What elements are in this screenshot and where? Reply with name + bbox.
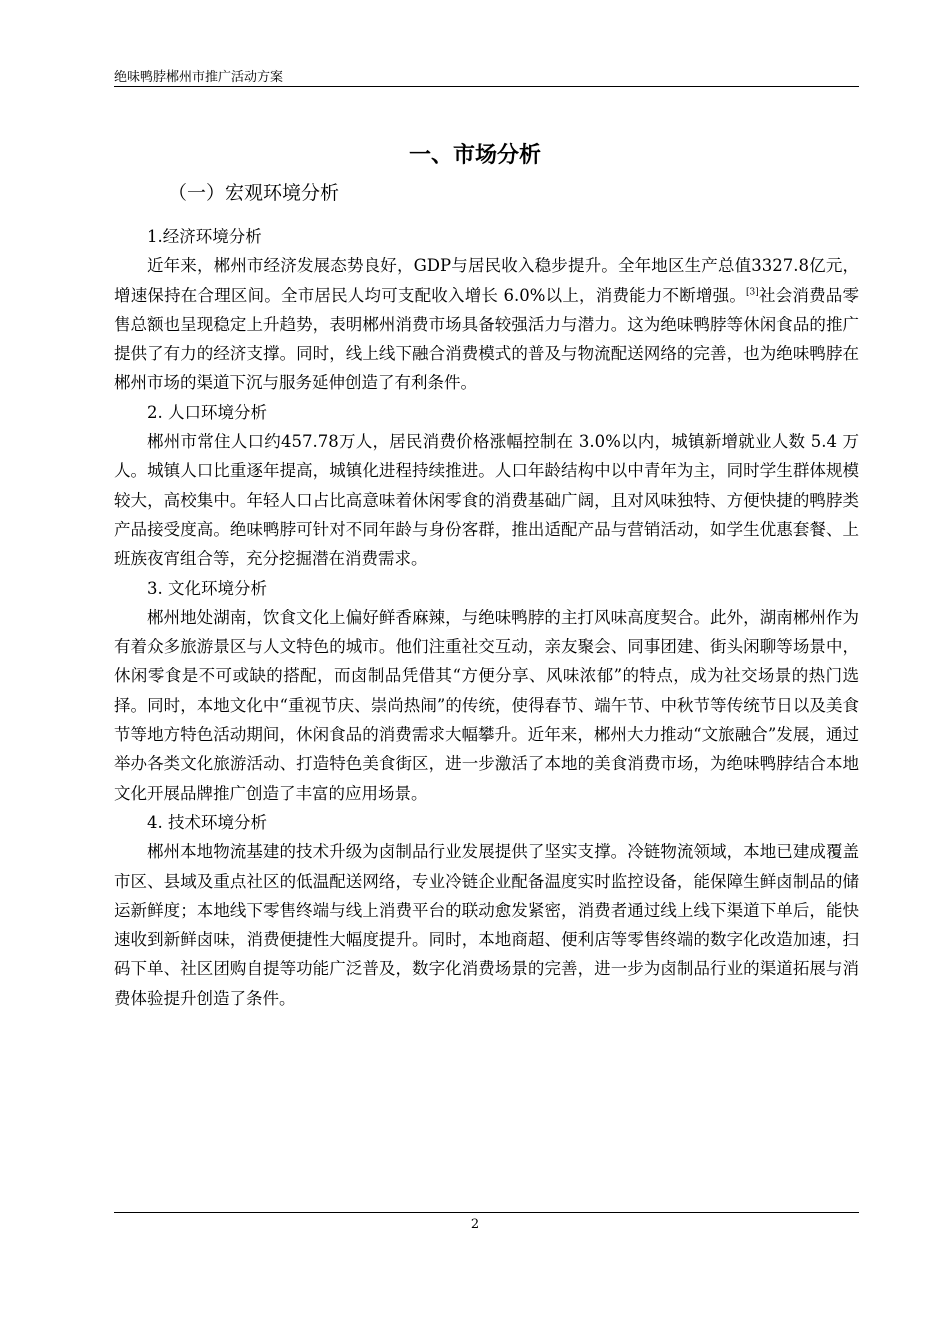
paragraph-culture: 郴州地处湖南，饮食文化上偏好鲜香麻辣，与绝味鸭脖的主打风味高度契合。此外，湖南郴州作为有着众多旅游景区与人文特色的城市。他们注重社交互动，亲友聚会、同事团建、街头闲聊等场景中，休闲零食是不可或缺的搭配，而卤制品凭借其“方便分享、风味浓郁”的特点，成为社交场景的热门选择。同时，本地文化中“重视节庆、崇尚热闹”的传统，使得春节、端午节、中秋节等传统节日以及美食节等地方特色活动期间，休闲食品的消费需求大幅攀升。近年来，郴州大力推动“文旅融合”发展，通过举办各类文化旅游活动、打造特色美食街区，进一步激活了本地的美食消费市场，为绝味鸭脖结合本地文化开展品牌推广创造了丰富的应用场景。 [114, 607, 859, 803]
subsection-heading-economic: 1.经济环境分析 [147, 227, 262, 246]
page-number: 2 [470, 1217, 480, 1232]
chapter-title: 一、市场分析 [408, 143, 541, 168]
subsection-heading-population: 2. 人口环境分析 [147, 402, 267, 422]
citation-reference: [3] [746, 287, 759, 298]
section-title: （一）宏观环境分析 [168, 182, 340, 204]
paragraph-economic-part-b: 社会消费品零售总额也呈现稳定上升趋势，表明郴州消费市场具备较强活力与潜力。这为绝味鸭脖等休闲食品的推广提供了有力的经济支撑。同时，线上线下融合消费模式的普及与物流配送网络的完善，也为绝味鸭脖在郴州市场的渠道下沉与服务延伸创造了有利条件。 [114, 285, 859, 393]
subsection-heading-culture: 3. 文化环境分析 [147, 578, 267, 598]
paragraph-population: 郴州市常住人口约457.78万人，居民消费价格涨幅控制在 3.0%以内，城镇新增就业人数 5.4 万人。城镇人口比重逐年提高，城镇化进程持续推进。人口年龄结构中以中青年为主，同时学生群体规模较大，高校集中。年轻人口占比高意味着休闲零食的消费基础广阔，且对风味独特、方便快捷的鸭脖类产品接受度高。绝味鸭脖可针对不同年龄与身份客群，推出适配产品与营销活动，如学生优惠套餐、上班族夜宵组合等，充分挖掘潜在消费需求。 [114, 432, 859, 569]
subsection-heading-technology: 4. 技术环境分析 [147, 812, 267, 832]
paragraph-economic [114, 251, 859, 397]
running-header: 绝味鸭脖郴州市推广活动方案 [114, 70, 284, 85]
footer-divider [114, 1212, 859, 1213]
paragraph-technology: 郴州本地物流基建的技术升级为卤制品行业发展提供了坚实支撑。冷链物流领域，本地已建成覆盖市区、县域及重点社区的低温配送网络，专业冷链企业配备温度实时监控设备，能保障生鲜卤制品的储运新鲜度；本地线下零售终端与线上消费平台的联动愈发紧密，消费者通过线上线下渠道下单后，能快速收到新鲜卤味，消费便捷性大幅度提升。同时，本地商超、便利店等零售终端的数字化改造加速，扫码下单、社区团购自提等功能广泛普及，数字化消费场景的完善，进一步为卤制品行业的渠道拓展与消费体验提升创造了条件。 [114, 842, 859, 1008]
paragraph-economic-part-a: 近年来，郴州市经济发展态势良好，GDP与居民收入稳步提升。全年地区生产总值3327.8亿元，增速保持在合理区间。全市居民人均可支配收入增长 6.0%以上，消费能力不断增强。 [114, 256, 859, 305]
body-text [114, 222, 859, 1013]
header-divider [114, 86, 859, 87]
